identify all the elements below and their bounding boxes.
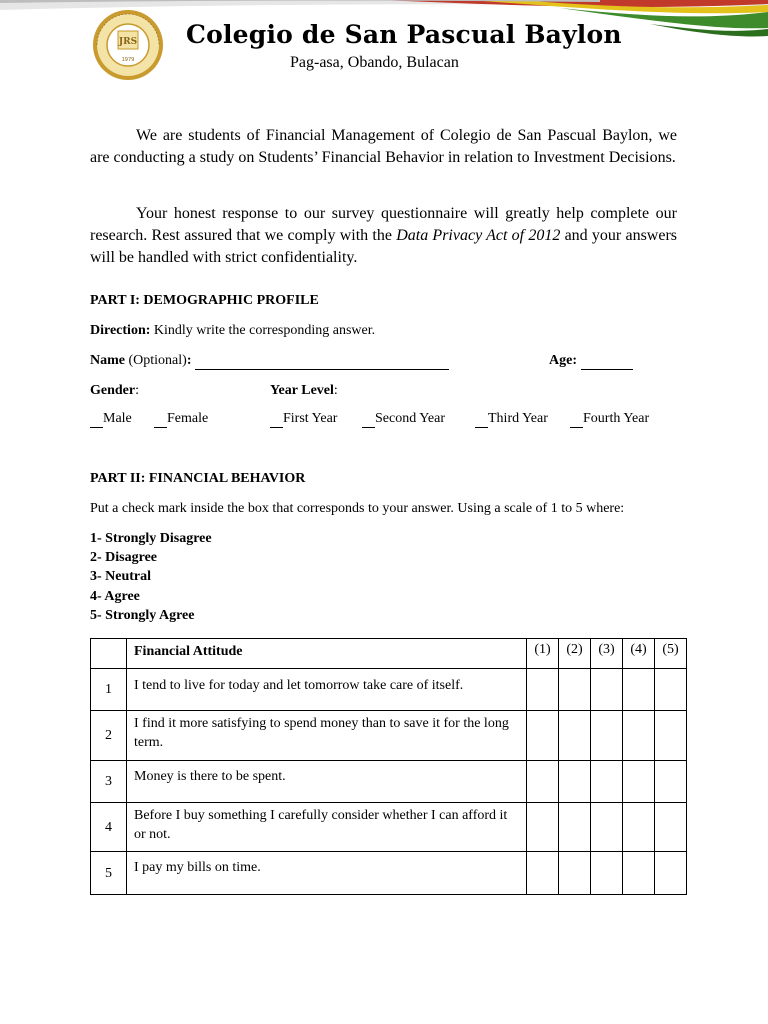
part2-instruction: Put a check mark inside the box that corresponds to your answer. Using a scale of 1 to 5 where:	[90, 501, 625, 516]
name-input-line[interactable]	[195, 355, 449, 370]
checkbox-cell-2[interactable]	[559, 669, 591, 711]
row-statement: I find it more satisfying to spend money than to save it for the long term.	[127, 711, 527, 761]
intro-text-2a: Your honest response to our survey questionnaire will greatly help complete our research. Rest assured that we comply with the	[90, 205, 677, 244]
checkbox-cell-5[interactable]	[655, 761, 687, 803]
checkbox-cell-4[interactable]	[623, 761, 655, 803]
intro-paragraph-2	[90, 203, 677, 269]
gender-heading	[90, 382, 139, 400]
checkbox-cell-5[interactable]	[655, 852, 687, 895]
year-option-first[interactable]	[270, 410, 337, 428]
financial-attitude-header: Financial Attitude	[127, 639, 527, 669]
scale-item-4: 4- Agree	[90, 589, 140, 604]
table-row	[91, 852, 687, 895]
year-level-colon: :	[333, 383, 338, 398]
third-year-label: Third Year	[488, 411, 548, 426]
direction-text: Kindly write the corresponding answer.	[150, 323, 376, 338]
scale-item-3: 3- Neutral	[90, 569, 152, 584]
age-field[interactable]	[549, 352, 633, 370]
checkbox-cell-3[interactable]	[591, 852, 623, 895]
second-year-label: Second Year	[375, 411, 445, 426]
second-year-blank[interactable]	[362, 414, 375, 428]
row-statement: Money is there to be spent.	[127, 761, 527, 803]
intro-text-2b: and your answers will be handled with strict confidentiality.	[90, 227, 678, 266]
third-year-blank[interactable]	[475, 414, 488, 428]
scale-item-1: 1- Strongly Disagree	[90, 531, 212, 546]
header-num-cell	[91, 639, 127, 669]
scale-item-2: 2- Disagree	[90, 550, 157, 565]
name-field[interactable]	[90, 352, 449, 370]
scale-header-3: (3)	[591, 639, 623, 669]
checkbox-cell-2[interactable]	[559, 803, 591, 852]
gender-colon: :	[135, 383, 139, 398]
table-header-row	[91, 639, 687, 669]
row-statement: Before I buy something I carefully consider whether I can afford it or not.	[127, 803, 527, 852]
scale-header-1: (1)	[527, 639, 559, 669]
intro-paragraph-1	[90, 125, 677, 169]
name-label: Name	[90, 353, 125, 368]
year-option-second[interactable]	[362, 410, 445, 428]
table-row	[91, 803, 687, 852]
checkbox-cell-4[interactable]	[623, 803, 655, 852]
row-statement: I tend to live for today and let tomorrow take care of itself.	[127, 669, 527, 711]
school-address: Pag-asa, Obando, Bulacan	[290, 54, 459, 71]
row-number: 1	[91, 669, 127, 711]
checkbox-cell-1[interactable]	[527, 711, 559, 761]
row-number: 4	[91, 803, 127, 852]
svg-text:JRS: JRS	[118, 37, 138, 47]
first-year-blank[interactable]	[270, 414, 283, 428]
checkbox-cell-1[interactable]	[527, 669, 559, 711]
row-number: 2	[91, 711, 127, 761]
intro-text-1: We are students of Financial Management of Colegio de San Pascual Baylon, we are conducting a study on Students’ Financial Behavior in relation to Investment Decisions.	[90, 127, 677, 166]
school-name: Colegio de San Pascual Baylon	[186, 20, 622, 49]
data-privacy-act-text: Data Privacy Act of 2012	[396, 227, 561, 244]
direction-line	[90, 322, 375, 340]
checkbox-cell-1[interactable]	[527, 852, 559, 895]
row-number: 3	[91, 761, 127, 803]
year-level-heading	[270, 382, 338, 400]
part1-heading: PART I: DEMOGRAPHIC PROFILE	[90, 293, 319, 308]
checkbox-cell-2[interactable]	[559, 711, 591, 761]
checkbox-cell-3[interactable]	[591, 711, 623, 761]
year-option-third[interactable]	[475, 410, 548, 428]
gender-option-female[interactable]	[154, 410, 208, 428]
fourth-year-blank[interactable]	[570, 414, 583, 428]
checkbox-cell-2[interactable]	[559, 761, 591, 803]
age-input-line[interactable]	[581, 355, 633, 370]
part2-heading: PART II: FINANCIAL BEHAVIOR	[90, 471, 306, 486]
scale-header-4: (4)	[623, 639, 655, 669]
direction-label: Direction:	[90, 323, 151, 338]
checkbox-cell-3[interactable]	[591, 669, 623, 711]
first-year-label: First Year	[283, 411, 338, 426]
table-row	[91, 669, 687, 711]
checkbox-cell-4[interactable]	[623, 852, 655, 895]
female-blank[interactable]	[154, 414, 167, 428]
name-optional: (Optional)	[125, 353, 187, 368]
checkbox-cell-2[interactable]	[559, 852, 591, 895]
gender-option-male[interactable]	[90, 410, 132, 428]
svg-text:1979: 1979	[121, 57, 135, 63]
checkbox-cell-5[interactable]	[655, 669, 687, 711]
gender-label: Gender	[90, 383, 136, 398]
scale-header-2: (2)	[559, 639, 591, 669]
row-statement: I pay my bills on time.	[127, 852, 527, 895]
scale-item-5: 5- Strongly Agree	[90, 608, 195, 623]
male-label: Male	[103, 411, 132, 426]
checkbox-cell-4[interactable]	[623, 711, 655, 761]
female-label: Female	[167, 411, 209, 426]
name-colon: :	[186, 353, 192, 368]
table-row	[91, 711, 687, 761]
year-option-fourth[interactable]	[570, 410, 649, 428]
row-number: 5	[91, 852, 127, 895]
checkbox-cell-1[interactable]	[527, 803, 559, 852]
age-label: Age:	[549, 353, 577, 368]
checkbox-cell-4[interactable]	[623, 669, 655, 711]
year-level-label: Year Level	[270, 383, 334, 398]
fourth-year-label: Fourth Year	[583, 411, 650, 426]
checkbox-cell-5[interactable]	[655, 803, 687, 852]
checkbox-cell-5[interactable]	[655, 711, 687, 761]
financial-attitude-table	[90, 638, 687, 895]
male-blank[interactable]	[90, 414, 103, 428]
school-seal-logo	[87, 9, 170, 82]
table-row	[91, 761, 687, 803]
checkbox-cell-3[interactable]	[591, 803, 623, 852]
scale-header-5: (5)	[655, 639, 687, 669]
checkbox-cell-3[interactable]	[591, 761, 623, 803]
checkbox-cell-1[interactable]	[527, 761, 559, 803]
